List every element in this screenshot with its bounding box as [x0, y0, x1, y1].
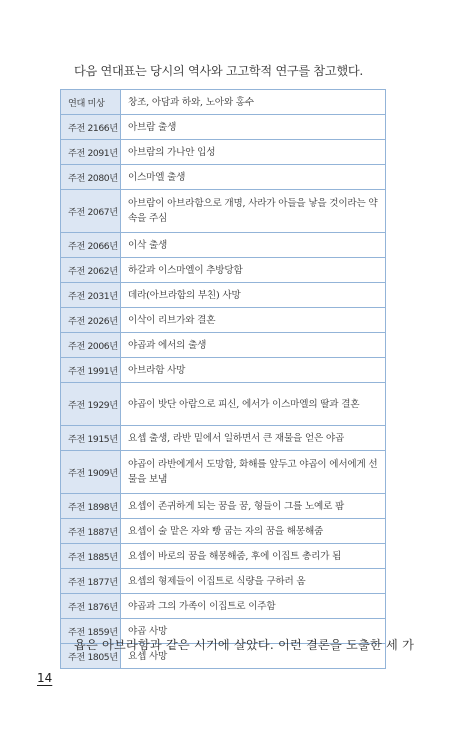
table-row — [61, 333, 386, 358]
event-cell: 데라(아브라함의 부친) 사망 — [121, 283, 386, 308]
date-cell: 주전 1898년 — [61, 494, 121, 519]
table-row — [61, 519, 386, 544]
table-row — [61, 426, 386, 451]
date-cell: 주전 1887년 — [61, 519, 121, 544]
date-cell: 주전 1885년 — [61, 544, 121, 569]
date-cell: 주전 2091년 — [61, 140, 121, 165]
table-row — [61, 494, 386, 519]
date-cell: 연대 미상 — [61, 90, 121, 115]
chronology-table-body — [61, 90, 386, 669]
event-cell: 요셉이 바로의 꿈을 해몽해줌, 후에 이집트 총리가 됨 — [121, 544, 386, 569]
date-cell: 주전 2080년 — [61, 165, 121, 190]
event-cell: 요셉 사망 — [121, 644, 386, 669]
date-cell: 주전 2166년 — [61, 115, 121, 140]
event-cell: 하갈과 이스마엘이 추방당함 — [121, 258, 386, 283]
event-cell: 요셉의 형제들이 이집트로 식량을 구하러 옴 — [121, 569, 386, 594]
table-row — [61, 115, 386, 140]
table-row — [61, 308, 386, 333]
table-row — [61, 283, 386, 308]
date-cell: 주전 1805년 — [61, 644, 121, 669]
table-row — [61, 90, 386, 115]
table-row — [61, 140, 386, 165]
event-cell: 요셉이 술 맡은 자와 빵 굽는 자의 꿈을 해몽해줌 — [121, 519, 386, 544]
event-cell: 야곱 사망 — [121, 619, 386, 644]
event-cell: 야곱이 밧단 아람으로 피신, 에서가 이스마엘의 딸과 결혼 — [121, 383, 386, 426]
date-cell: 주전 1909년 — [61, 451, 121, 494]
event-cell: 이삭 출생 — [121, 233, 386, 258]
table-row — [61, 190, 386, 233]
intro-paragraph: 다음 연대표는 당시의 역사와 고고학적 연구를 참고했다. — [74, 64, 363, 79]
table-row — [61, 451, 386, 494]
event-cell: 이스마엘 출생 — [121, 165, 386, 190]
table-row — [61, 383, 386, 426]
page-number: 14 — [37, 671, 53, 685]
event-cell: 아브람의 가나안 입성 — [121, 140, 386, 165]
table-row — [61, 165, 386, 190]
date-cell: 주전 1877년 — [61, 569, 121, 594]
date-cell: 주전 2026년 — [61, 308, 121, 333]
chronology-table — [60, 89, 386, 669]
event-cell: 아브람 출생 — [121, 115, 386, 140]
table-row — [61, 594, 386, 619]
table-row — [61, 233, 386, 258]
event-cell: 요셉이 존귀하게 되는 꿈을 꿈, 형들이 그를 노예로 팜 — [121, 494, 386, 519]
event-cell: 야곱이 라반에게서 도망함, 화해를 앞두고 야곱이 에서에게 선물을 보냄 — [121, 451, 386, 494]
date-cell: 주전 1929년 — [61, 383, 121, 426]
table-row — [61, 569, 386, 594]
event-cell: 이삭이 리브가와 결혼 — [121, 308, 386, 333]
table-row — [61, 358, 386, 383]
table-row — [61, 258, 386, 283]
table-row — [61, 544, 386, 569]
event-cell: 요셉 출생, 라반 밑에서 일하면서 큰 재물을 얻은 야곱 — [121, 426, 386, 451]
date-cell: 주전 1859년 — [61, 619, 121, 644]
date-cell: 주전 2067년 — [61, 190, 121, 233]
body-paragraph: 욥은 아브라함과 같은 시기에 살았다. 이런 결론을 도출한 세 가 — [74, 638, 415, 653]
date-cell: 주전 1876년 — [61, 594, 121, 619]
event-cell: 창조, 아담과 하와, 노아와 홍수 — [121, 90, 386, 115]
date-cell: 주전 1991년 — [61, 358, 121, 383]
date-cell: 주전 1915년 — [61, 426, 121, 451]
date-cell: 주전 2006년 — [61, 333, 121, 358]
event-cell: 아브라함 사망 — [121, 358, 386, 383]
date-cell: 주전 2066년 — [61, 233, 121, 258]
date-cell: 주전 2062년 — [61, 258, 121, 283]
event-cell: 야곱과 그의 가족이 이집트로 이주함 — [121, 594, 386, 619]
event-cell: 야곱과 에서의 출생 — [121, 333, 386, 358]
date-cell: 주전 2031년 — [61, 283, 121, 308]
event-cell: 아브람이 아브라함으로 개명, 사라가 아들을 낳을 것이라는 약속을 주심 — [121, 190, 386, 233]
